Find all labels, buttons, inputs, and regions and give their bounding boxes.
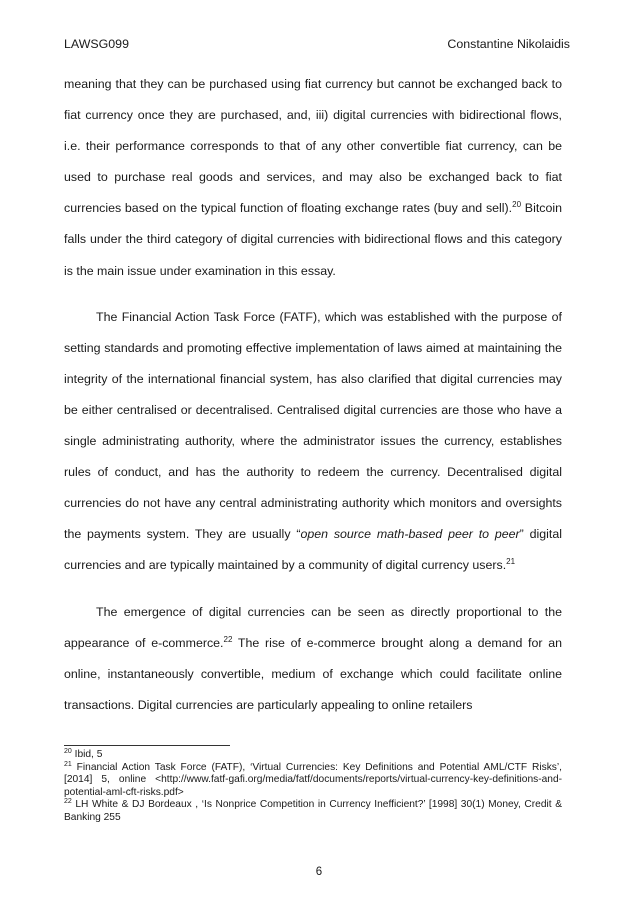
footnote-ref: 21 [506,557,516,567]
paragraph-text: The emergence of digital currencies can be seen as directly proportional to the appearance of e-commerce. [64,604,562,650]
footnote [64,762,562,800]
footnote-text: Financial Action Task Force (FATF), ‘Virtual Currencies: Key Definitions and Potential AML/CTF Risks’, [2014] 5, online <http://www.fatf-gafi.org/media/fatf/documents/reports/virtual-currency-key-definitions-and-potential-aml-cft-risks.pdf> [64,761,562,798]
paragraph-text: The rise of e-commerce brought along a demand for an online, instantaneously convertible, medium of exchange which could facilitate online transactions. Digital currencies are particularly appealing to online retailers [64,635,563,712]
footnote [64,799,562,824]
paragraph-text: The Financial Action Task Force (FATF), which was established with the purpose of setting standards and promoting effective implementation of laws aimed at maintaining the integrity of the international financial system, has also clarified that digital currencies may be either centralised or decentralised. Centralised digital currencies are those who have a single administrating authority, where the administrator issues the currency, establishes rules of conduct, and has the authority to redeem the currency. Decentralised digital currencies do not have any central administrating authority which monitors and oversights the payments system. They are usually “ [64,309,562,542]
footnote-text: Ibid, 5 [71,749,103,760]
paragraph [64,302,562,582]
footnote-number: 20 [64,748,72,755]
footnote-number: 22 [64,798,72,805]
footnote-ref: 20 [512,200,522,210]
page-number: 6 [315,866,323,878]
paragraph-text: meaning that they can be purchased using fiat currency but cannot be exchanged back to fiat currency once they are purchased, and, iii) digital currencies with bidirectional flows, i.e. their performance corresponds to that of any other convertible fiat currency, can be used to purchase real goods and services, and may also be exchanged back to fiat currencies based on the typical function of floating exchange rates (buy and sell). [64,77,562,216]
paragraph [64,597,562,721]
quoted-phrase: open source math-based peer to peer [300,527,520,542]
paragraph-text: Bitcoin falls under the third category of digital currencies with bidirectional flows and this category is the main issue under examination in this essay. [64,201,563,278]
header-author: Constantine Nikolaidis [447,37,570,51]
body-text [64,69,562,721]
paragraph-text: ” digital currencies and are typically maintained by a community of digital currency users. [64,527,562,573]
footnote-text: LH White & DJ Bordeaux , ‘Is Nonprice Competition in Currency Inefficient?’ [1998] 30(1) Money, Credit & Banking 255 [64,799,562,823]
paragraph [64,69,562,287]
footnote-number: 21 [64,760,72,768]
header-course-code: LAWSG099 [64,37,129,51]
footnote-separator [64,745,230,746]
footnote-ref: 22 [223,634,233,644]
footnotes [64,745,562,824]
footnote [64,749,562,762]
